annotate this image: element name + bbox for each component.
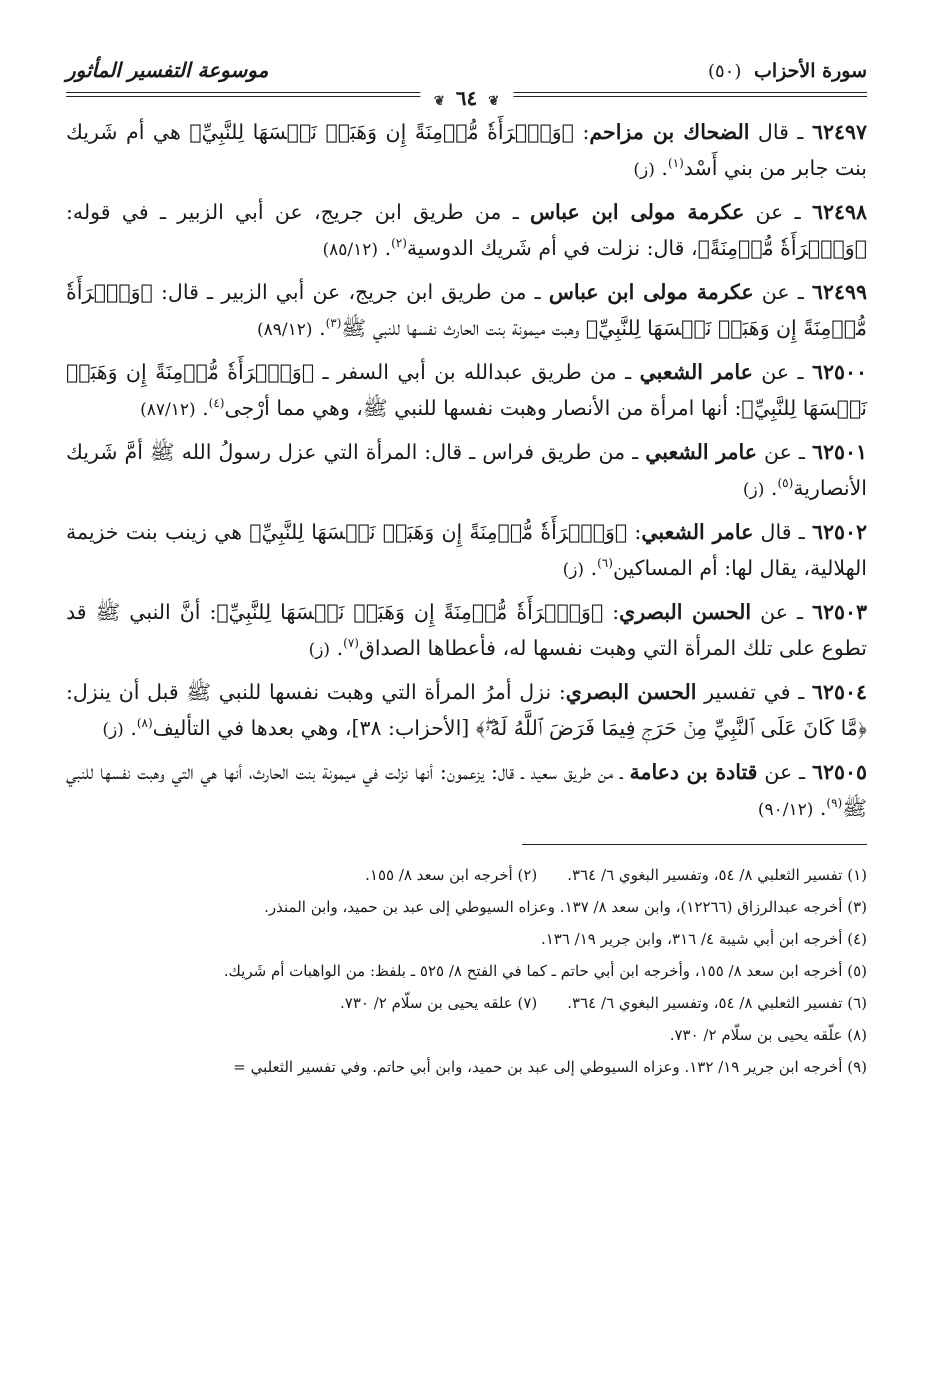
footnote-line (66, 987, 867, 1019)
entry-number: ٦٢٤٩٧ (811, 120, 868, 144)
page (66, 52, 867, 1337)
entry (66, 354, 867, 428)
entry (66, 114, 867, 188)
entry-text: . (378, 236, 392, 260)
quran-verse: ﴿وَٱمۡرَأَةٗ مُّؤۡمِنَةً إِن وَهَبَتۡ نَفۡسَهَا لِلنَّبِيِّ﴾ (249, 520, 628, 544)
quran-verse: ﴿وَٱمۡرَأَةٗ مُّؤۡمِنَةً إِن وَهَبَتۡ نَفۡسَهَا لِلنَّبِيِّ﴾ (189, 120, 574, 144)
entry-text: ـ عن (751, 600, 812, 624)
surah-number: (٥٠) (707, 61, 742, 82)
cross-reference: (ز) (308, 640, 331, 660)
quran-verse: ﴿وَٱمۡرَأَةٗ مُّؤۡمِنَةً﴾ (697, 236, 867, 260)
footnote: (٣) أخرجه عبدالرزاق (١٢٢٦٦)، وابن سعد ٨/ ١٣٧. وعزاه السيوطي إلى عبد بن حميد، وابن المنذر. (264, 898, 867, 916)
entry-text: . (312, 316, 326, 340)
footnote-separator (522, 844, 867, 845)
footnotes (66, 859, 867, 1083)
entry-number: ٦٢٤٩٩ (811, 280, 867, 304)
ornament-icon: ❦ (433, 94, 445, 109)
entry-text: ـ عن (744, 200, 812, 224)
entry-text: ـ من طريق سعيد ـ قال: يزعمون: أنها نزلت في ميمونة بنت الحارث، أنها هي التي وهبت نفسها للنبي ﷺ (66, 760, 867, 820)
surah-name: سورة الأحزاب (754, 60, 867, 82)
page-number-box (420, 86, 513, 110)
entry-text: ـ قال (753, 520, 812, 544)
entry-text: . (654, 156, 668, 180)
cross-reference: (٨٥/١٢) (322, 240, 379, 260)
entry-text: . (764, 476, 778, 500)
footnote-marker: (٧) (343, 636, 359, 651)
footnote-line (66, 1051, 867, 1083)
cross-reference: (ز) (742, 480, 765, 500)
entry (66, 674, 867, 748)
entry-text: : (573, 120, 590, 144)
footnote-line (66, 891, 867, 923)
footnote: (١) تفسير الثعلبي ٨/ ٥٤، وتفسير البغوي ٦/ ٣٦٤. (567, 866, 867, 884)
narrator-name: قتادة بن دعامة (629, 760, 758, 784)
footnote-marker: (٨) (136, 716, 153, 731)
narrator-name: الحسن البصري (619, 600, 752, 624)
ornament-icon: ❦ (488, 94, 500, 109)
footnote-line (66, 955, 867, 987)
footnote-marker: (٥) (777, 476, 794, 491)
footnote: (٥) أخرجه ابن سعد ٨/ ١٥٥، وأخرجه ابن أبي حاتم ـ كما في الفتح ٨/ ٥٢٥ ـ بلفظ: من الواهبات أم شَريك. (223, 962, 867, 980)
entry-number: ٦٢٥٠٢ (811, 520, 867, 544)
running-header (66, 52, 867, 110)
surah-title (708, 60, 867, 82)
entry-text: هي أم شَريك بنت جابر من بني أَسْد (66, 120, 867, 180)
entry-text: ـ عن (757, 440, 812, 464)
cross-reference: (٨٧/١٢) (140, 400, 196, 420)
cross-reference: (ز) (562, 560, 585, 580)
entry (66, 434, 867, 508)
entry-text: . (813, 796, 827, 820)
footnote-line (66, 923, 867, 955)
entry-text: : أنَّ النبي ﷺ قد تطوع على تلك المرأة التي وهبت نفسها له، فأعطاها الصداق (66, 600, 867, 660)
footnote: (٧) علقه يحيى بن سلّام ٢/ ٧٣٠. (339, 994, 538, 1012)
entry-number: ٦٢٥٠٤ (811, 680, 867, 704)
footnote-marker: (١) (667, 156, 684, 171)
page-number: ٦٤ (455, 86, 478, 110)
entries-list (66, 114, 867, 828)
entry-text: ـ من طريق فراس ـ قال: المرأة التي عزل رسولُ الله ﷺ أمَّ شَريك الأنصارية (66, 440, 867, 500)
entry-text: : (627, 520, 642, 544)
entry-text: . (195, 396, 209, 420)
footnote-line (66, 859, 867, 891)
quran-verse: ﴿وَٱمۡرَأَةٗ مُّؤۡمِنَةً إِن وَهَبَتۡ نَفۡسَهَا لِلنَّبِيِّ﴾ (216, 600, 604, 624)
narrator-name: عامر الشعبي (641, 520, 754, 544)
entry (66, 514, 867, 588)
entry-text: . (584, 556, 598, 580)
footnote: (٨) علّقه يحيى بن سلّام ٢/ ٧٣٠. (669, 1026, 867, 1044)
entry-text: . (330, 636, 344, 660)
entry-number: ٦٢٥٠٥ (811, 760, 868, 784)
footnote-marker: (٦) (597, 556, 613, 571)
footnote: (٦) تفسير الثعلبي ٨/ ٥٤، وتفسير البغوي ٦/ ٣٦٤. (567, 994, 867, 1012)
entry-text: ـ من طريق عبدالله بن أبي السفر ـ (314, 360, 640, 384)
entry-text: : (603, 600, 620, 624)
entry-text: : نزل أمرُ المرأة التي وهبت نفسها للنبي ﷺ قبل أن ينزل: (66, 680, 566, 704)
footnote: (٤) أخرجه ابن أبي شيبة ٤/ ٣١٦، وابن جرير ١٩/ ١٣٦. (540, 930, 867, 948)
entry-text: ـ من طريق ابن جريج، عن أبي الزبير ـ في قوله: (66, 200, 531, 224)
entry (66, 594, 867, 668)
entry-text: ـ قال (749, 120, 812, 144)
entry-text: ـ عن (753, 280, 812, 304)
footnote-marker: (٢) (391, 236, 407, 251)
narrator-name: عامر الشعبي (639, 360, 753, 384)
entry-number: ٦٢٥٠٠ (811, 360, 867, 384)
entry-text: [الأحزاب: ٣٨]، وهي بعدها في التأليف (152, 716, 476, 740)
quran-verse: ﴿مَّا كَانَ عَلَى ٱلنَّبِيِّ مِنۡ حَرَجٖ فِيمَا فَرَضَ ٱللَّهُ لَهُۥۖ﴾ (475, 716, 867, 740)
cross-reference: (٨٩/١٢) (257, 320, 313, 340)
quran-verse: ﴿وَٱمۡرَأَةٗ مُّؤۡمِنَةً إِن وَهَبَتۡ نَفۡسَهَا لِلنَّبِيِّ﴾ (66, 280, 867, 340)
cross-reference: (ز) (102, 720, 124, 740)
entry (66, 274, 867, 348)
entry-text: ـ عن (752, 360, 812, 384)
entry-text: ، قال: نزلت في أم شَريك الدوسية (406, 236, 698, 260)
footnote-marker: (٣) (325, 316, 342, 331)
entry-number: ٦٢٤٩٨ (811, 200, 867, 224)
narrator-name: عكرمة مولى ابن عباس (530, 200, 745, 224)
narrator-name: عامر الشعبي (645, 440, 757, 464)
entry-number: ٦٢٥٠٣ (811, 600, 868, 624)
book-title: موسوعة التفسير المأثور (66, 58, 269, 82)
footnote: (٩) أخرجه ابن جرير ١٩/ ١٣٢. وعزاه السيوطي إلى عبد بن حميد، وابن أبي حاتم. وفي تفسير الثعلبي = (233, 1058, 867, 1076)
entry-number: ٦٢٥٠١ (811, 440, 867, 464)
entry-text: . (123, 716, 137, 740)
entry (66, 754, 867, 828)
narrator-name: عكرمة مولى ابن عباس (548, 280, 754, 304)
narrator-name: الضحاك بن مزاحم (589, 120, 750, 144)
entry (66, 194, 867, 268)
entry-text: : أنها امرأة من الأنصار وهبت نفسها للنبي ﷺ، وهي مما أرْجى (224, 396, 742, 420)
quran-verse: ﴿وَٱمۡرَأَةٗ مُّؤۡمِنَةً إِن وَهَبَتۡ نَفۡسَهَا لِلنَّبِيِّ﴾ (66, 360, 867, 420)
entry-text: ـ من طريق ابن جريج، عن أبي الزبير ـ قال: (152, 280, 549, 304)
footnote-marker: (٩) (826, 796, 843, 811)
footnote-line (66, 1019, 867, 1051)
entry-text: وهبت ميمونة بنت الحارث نفسها للنبي ﷺ (341, 316, 586, 340)
footnote: (٢) أخرجه ابن سعد ٨/ ١٥٥. (365, 866, 538, 884)
entry-text: هي زينب بنت خزيمة الهلالية، يقال لها: أم المساكين (66, 520, 867, 580)
narrator-name: الحسن البصري (565, 680, 697, 704)
footnote-marker: (٤) (208, 396, 225, 411)
entry-text: ـ في تفسير (696, 680, 812, 704)
entry-text: ـ عن (757, 760, 812, 784)
cross-reference: (٩٠/١٢) (757, 800, 814, 820)
cross-reference: (ز) (633, 160, 655, 180)
